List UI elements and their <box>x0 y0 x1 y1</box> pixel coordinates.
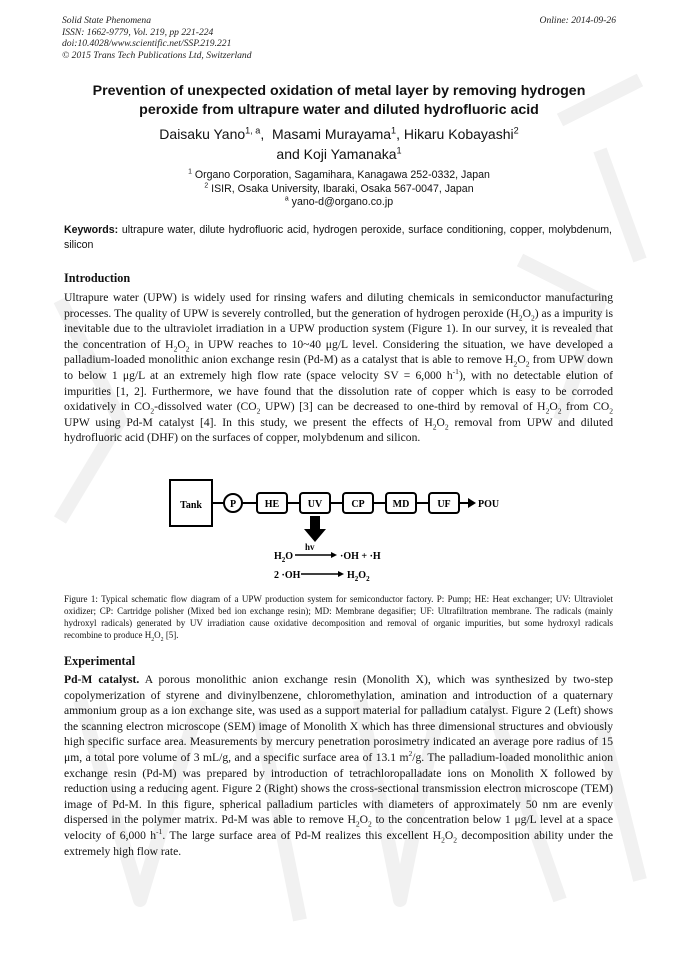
title-line-2: peroxide from ultrapure water and diluted hydrofluoric acid <box>139 102 539 118</box>
he-label: HE <box>264 499 280 510</box>
section-heading-experimental: Experimental <box>64 654 136 668</box>
author-affiliation-mark: 1, a <box>245 125 261 136</box>
affiliation-mark: 2 <box>204 181 209 189</box>
down-arrow-icon <box>304 529 326 542</box>
author-name: Daisaku Yano <box>159 126 246 142</box>
md-label: MD <box>392 499 410 510</box>
author-affiliation-mark: 2 <box>513 125 519 136</box>
title-line-1: Prevention of unexpected oxidation of metal layer by removing hydrogen <box>92 83 586 99</box>
introduction-paragraph: Ultrapure water (UPW) is widely used for rinsing wafers and diluting chemicals in semiconductor manufacturing processes. The quality of UPW is severely controlled, but the generation of hydrogen peroxide $(H_2O_2)$ as a impurity is inevitable due to the ultraviolet irradiation in a UPW production system (Figure 1). In our survey, it is revealed that the concentration of $H_2O_2$ in UPW reaches to 10~40 μg/L level. Considering the situation, we have developed a palladium-loaded monolithic anion exchange resin (Pd-M) as a catalyst that is able to remove $H_2O_2$ from UPW down to below 1 μg/L at an extremely high flow rate (space velocity SV = 6,000 $h^{-1}$), with no detectable elution of impurities [1, 2]. Furthermore, we have found that the dissolution rate of copper which is easy to be corroded oxidatively in $CO_2$-dissolved water ($CO_2$ UPW) [3] can be decreased to one-third by removal of $H_2O_2$ from $CO_2$ UPW using Pd-M catalyst [4]. In this study, we present the effects of $H_2O_2$ removal from UPW and diluted hydrofluoric acid (DHF) on the surfaces of copper, molybdenum and silicon. <box>64 291 614 445</box>
caption-text: Figure 1: Typical schematic flow diagram of a UPW production system for semiconductor factory. P: Pump; HE: Heat exchanger; UV: Ultraviolet oxidizer; CP: Cartridge polisher (Mixed bed ion exchange resin); MD: Membrane degasifier; UF: Ultrafiltration membrane. The radicals (mainly hydroxyl radicals) generated by UV irradiation cause oxidative decomposition and removal of organic impurities, but some hydroxyl radicals recombine to produce H <box>64 594 613 641</box>
pd-m-catalyst-label: Pd-M catalyst. <box>64 673 140 686</box>
reaction-h2o2: $H_2O_2$ <box>347 570 370 583</box>
author-name: Masami Murayama <box>272 126 392 142</box>
keywords-text: ultrapure water, dilute hydrofluoric acid, hydrogen peroxide, surface conditioning, copper, molybdenum, silicon <box>64 224 612 251</box>
pump-label: P <box>229 499 237 510</box>
journal-doi: doi:10.4028/www.scientific.net/SSP.219.221 <box>62 38 232 50</box>
figure-1-flow-diagram <box>168 478 508 588</box>
journal-issn: ISSN: 1662-9779, Vol. 219, pp 221-224 <box>62 26 214 38</box>
online-date: Online: 2014-09-26 <box>539 15 616 26</box>
author-email: yano-d@organo.co.jp <box>291 196 394 208</box>
uf-label: UF <box>437 499 451 510</box>
section-heading-introduction: Introduction <box>64 271 131 285</box>
tank-label: Tank <box>180 500 202 511</box>
author-affiliation-mark: 1 <box>391 125 397 136</box>
caption-text-tail: [5]. <box>163 630 179 641</box>
journal-name: Solid State Phenomena <box>62 15 151 26</box>
uv-label: UV <box>307 499 323 510</box>
reaction-hv: hv <box>305 542 315 552</box>
paper-title <box>60 82 618 120</box>
affiliation-1: Organo Corporation, Sagamihara, Kanagawa 252-0332, Japan <box>194 169 490 181</box>
reaction-2oh: 2 ·OH <box>274 570 301 581</box>
reaction-h2o: $H_2O$ <box>274 551 294 564</box>
affiliation-mark: 1 <box>188 168 192 176</box>
caption-text-end: O <box>154 630 161 641</box>
keywords <box>64 223 612 252</box>
figure-1-caption: Figure 1: Typical schematic flow diagram of a UPW production system for semiconductor factory. P: Pump; HE: Heat exchanger; UV: Ultraviolet oxidizer; CP: Cartridge polisher (Mixed bed ion exchange resin); MD: Membrane degasifier; UF: Ultrafiltration membrane. The radicals (mainly hydroxyl radicals) generated by UV irradiation cause oxidative decomposition and removal of organic impurities, but some hydroxyl radicals recombine to produce $H_2O_2$ [5]. <box>64 594 613 644</box>
cp-label: CP <box>351 499 365 510</box>
keywords-label: Keywords: <box>64 224 119 236</box>
author-name: Hikaru Kobayashi <box>403 126 514 142</box>
journal-header <box>62 15 252 61</box>
reaction-products-1: ·OH + ·H <box>340 551 381 562</box>
journal-copyright: © 2015 Trans Tech Publications Ltd, Switzerland <box>62 49 252 61</box>
affiliations <box>60 169 618 210</box>
author-list: Daisaku Yano$^{1, a}$, Masami Murayama$^1$, Hikaru Kobayashi$^2$ and Koji Yamanaka$^1$ <box>159 125 519 162</box>
pou-label: POU <box>478 499 500 510</box>
author-affiliation-mark: 1 <box>396 145 402 156</box>
affiliation-2: ISIR, Osaka University, Ibaraki, Osaka 567-0047, Japan <box>211 182 474 195</box>
author-name: and Koji Yamanaka <box>276 146 397 162</box>
email-mark: a <box>284 195 289 203</box>
experimental-paragraph: Pd-M catalyst. A porous monolithic anion exchange resin (Monolith X), which was synthesized by two-step copolymerization of styrene and divinylbenzene, chloromethylation, amination and introduction of a quaternary ammonium group as a ion exchange site, was used as a support material for palladium catalyst. Figure 2 (Left) shows the scanning electron microscope (SEM) image of Monolith X which has three dimensional structures and obviously high specific surface area. Measurements by mercury penetration porosimetry indicated an average pore radius of 15 μm, a total pore volume of 3 mL/g, and a specific surface area of 13.1 $m^2/g$. The palladium-loaded monolithic anion exchange resin (Pd-M) was prepared by introduction of tetrachloropalladate ions on Monolith X followed by reduction using a reducing agent. Figure 2 (Right) shows the cross-sectional transmission electron microscope (TEM) image of Pd-M. In this figure, spherical palladium particles with diameters of approximately 50 nm are evenly dispersed in the polymer matrix. Pd-M was able to remove $H_2O_2$ to the concentration below 1 μg/L level at a space velocity of 6,000 $h^{-1}$. The large surface area of Pd-M realizes this excellent $H_2O_2$ decomposition ability under the extremely high flow rate. <box>64 673 614 858</box>
